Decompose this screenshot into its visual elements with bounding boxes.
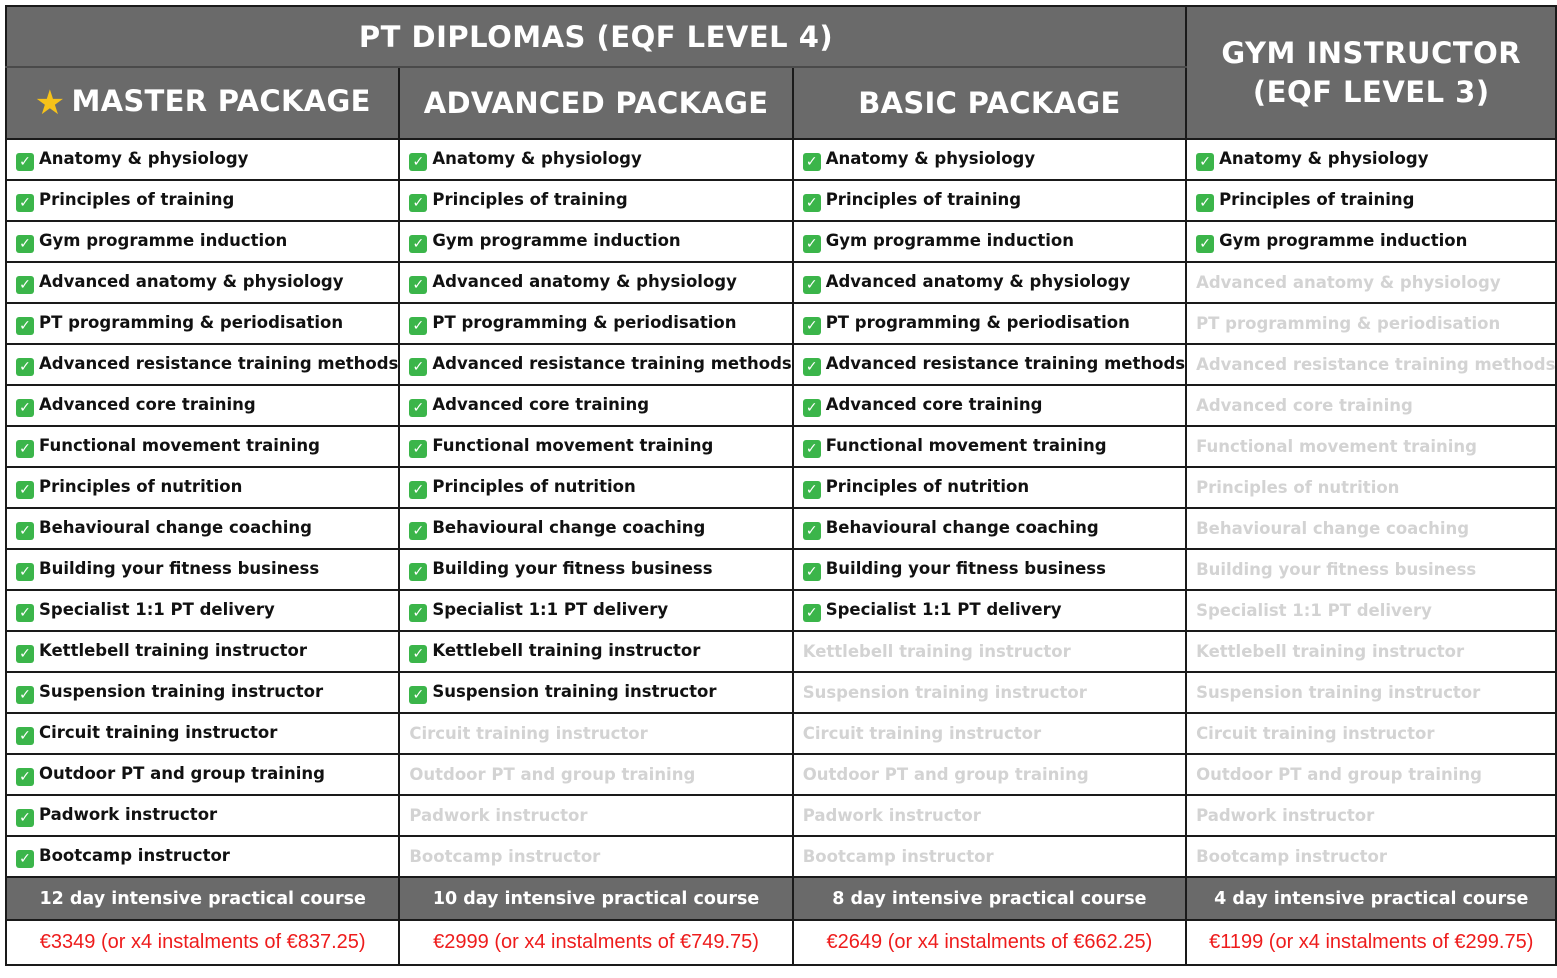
package-header-advanced xyxy=(399,67,792,139)
module-label: Advanced resistance training methods xyxy=(825,353,1186,373)
module-included xyxy=(1186,180,1556,221)
module-excluded xyxy=(1186,672,1556,713)
module-included xyxy=(399,385,792,426)
module-label: Anatomy & physiology xyxy=(825,148,1036,168)
module-label: Circuit training instructor xyxy=(409,724,648,743)
check-mark-icon: ✓ xyxy=(1196,153,1214,171)
check-mark-icon: ✓ xyxy=(16,276,34,294)
module-row xyxy=(6,836,1556,877)
module-label: Principles of training xyxy=(1219,189,1415,209)
module-included xyxy=(793,139,1186,180)
module-excluded xyxy=(1186,549,1556,590)
check-mark-icon: ✓ xyxy=(1196,235,1214,253)
module-excluded xyxy=(1186,303,1556,344)
check-mark-icon: ✓ xyxy=(409,194,427,212)
module-excluded xyxy=(1186,426,1556,467)
module-label: Specialist 1:1 PT delivery xyxy=(432,599,669,619)
check-mark-icon: ✓ xyxy=(409,604,427,622)
module-label: Behavioural change coaching xyxy=(1196,519,1470,538)
module-label: Anatomy & physiology xyxy=(39,148,249,168)
module-label: Circuit training instructor xyxy=(39,722,278,742)
duration-basic: 8 day intensive practical course xyxy=(793,877,1186,920)
module-included xyxy=(399,344,792,385)
module-excluded xyxy=(1186,508,1556,549)
check-mark-icon: ✓ xyxy=(16,727,34,745)
duration-master: 12 day intensive practical course xyxy=(6,877,399,920)
price-basic: €2649 (or x4 instalments of €662.25) xyxy=(793,920,1186,965)
check-mark-icon: ✓ xyxy=(803,358,821,376)
module-row xyxy=(6,303,1556,344)
module-label: Functional movement training xyxy=(1196,437,1477,456)
module-included xyxy=(6,672,399,713)
module-included xyxy=(6,262,399,303)
module-label: Circuit training instructor xyxy=(802,724,1042,743)
module-row xyxy=(6,385,1556,426)
check-mark-icon: ✓ xyxy=(803,481,821,499)
star-icon: ★ xyxy=(34,83,66,123)
package-name: ADVANCED PACKAGE xyxy=(423,86,769,120)
module-label: Advanced core training xyxy=(1196,396,1413,415)
price-row xyxy=(6,920,1556,965)
module-label: PT programming & periodisation xyxy=(432,312,737,332)
module-excluded xyxy=(1186,754,1556,795)
module-excluded xyxy=(399,754,792,795)
check-mark-icon: ✓ xyxy=(409,686,427,704)
module-included xyxy=(793,426,1186,467)
price-advanced: €2999 (or x4 instalments of €749.75) xyxy=(399,920,792,965)
module-included xyxy=(6,385,399,426)
module-label: Functional movement training xyxy=(39,435,320,455)
check-mark-icon: ✓ xyxy=(409,358,427,376)
check-mark-icon: ✓ xyxy=(16,686,34,704)
module-label: Gym programme induction xyxy=(39,230,288,250)
module-excluded xyxy=(399,836,792,877)
module-included xyxy=(793,549,1186,590)
module-included xyxy=(793,303,1186,344)
module-excluded xyxy=(399,713,792,754)
module-label: Advanced resistance training methods xyxy=(39,353,399,373)
module-label: Principles of nutrition xyxy=(825,476,1030,496)
module-label: Advanced resistance training methods xyxy=(432,353,792,373)
module-row xyxy=(6,508,1556,549)
module-label: Outdoor PT and group training xyxy=(1196,765,1482,784)
module-label: Specialist 1:1 PT delivery xyxy=(1196,601,1432,620)
module-included xyxy=(1186,139,1556,180)
module-label: Anatomy & physiology xyxy=(1219,148,1429,168)
module-row xyxy=(6,180,1556,221)
check-mark-icon: ✓ xyxy=(409,153,427,171)
course-comparison-table xyxy=(5,5,1557,966)
check-mark-icon: ✓ xyxy=(409,481,427,499)
check-mark-icon: ✓ xyxy=(409,276,427,294)
gym-title-line1: GYM INSTRUCTOR xyxy=(1221,35,1522,70)
module-label: Principles of training xyxy=(39,189,235,209)
module-label: Building your fitness business xyxy=(1196,560,1477,579)
check-mark-icon: ✓ xyxy=(803,317,821,335)
module-excluded xyxy=(1186,631,1556,672)
module-included xyxy=(399,672,792,713)
duration-row xyxy=(6,877,1556,920)
module-included xyxy=(399,508,792,549)
check-mark-icon: ✓ xyxy=(1196,194,1214,212)
duration-gym: 4 day intensive practical course xyxy=(1186,877,1556,920)
module-label: Gym programme induction xyxy=(825,230,1075,250)
check-mark-icon: ✓ xyxy=(16,768,34,786)
module-excluded xyxy=(399,795,792,836)
module-label: Anatomy & physiology xyxy=(432,148,642,168)
check-mark-icon: ✓ xyxy=(803,563,821,581)
module-label: Functional movement training xyxy=(825,435,1107,455)
check-mark-icon: ✓ xyxy=(16,235,34,253)
module-included xyxy=(793,262,1186,303)
module-row xyxy=(6,344,1556,385)
module-label: Bootcamp instructor xyxy=(409,847,601,866)
module-row xyxy=(6,672,1556,713)
check-mark-icon: ✓ xyxy=(803,235,821,253)
module-label: Building your fitness business xyxy=(432,558,713,578)
module-label: Padwork instructor xyxy=(1196,806,1375,825)
module-included xyxy=(793,467,1186,508)
module-label: Bootcamp instructor xyxy=(39,845,230,865)
module-excluded xyxy=(793,631,1186,672)
check-mark-icon: ✓ xyxy=(16,153,34,171)
module-included xyxy=(6,139,399,180)
check-mark-icon: ✓ xyxy=(16,809,34,827)
check-mark-icon: ✓ xyxy=(16,850,34,868)
module-included xyxy=(793,221,1186,262)
price-gym: €1199 (or x4 instalments of €299.75) xyxy=(1186,920,1556,965)
check-mark-icon: ✓ xyxy=(409,440,427,458)
module-label: Circuit training instructor xyxy=(1196,724,1435,743)
module-label: Padwork instructor xyxy=(409,806,588,825)
module-row xyxy=(6,713,1556,754)
module-excluded xyxy=(1186,467,1556,508)
module-label: Padwork instructor xyxy=(802,806,981,825)
module-label: Principles of nutrition xyxy=(39,476,243,496)
module-excluded xyxy=(1186,385,1556,426)
module-label: Suspension training instructor xyxy=(1196,683,1481,702)
module-label: Building your fitness business xyxy=(39,558,320,578)
module-label: Advanced core training xyxy=(432,394,650,414)
module-label: Suspension training instructor xyxy=(802,683,1087,702)
check-mark-icon: ✓ xyxy=(409,399,427,417)
check-mark-icon: ✓ xyxy=(16,604,34,622)
check-mark-icon: ✓ xyxy=(16,194,34,212)
module-excluded xyxy=(793,713,1186,754)
module-excluded xyxy=(793,754,1186,795)
check-mark-icon: ✓ xyxy=(16,522,34,540)
module-label: Suspension training instructor xyxy=(39,681,324,701)
module-label: Bootcamp instructor xyxy=(802,847,994,866)
check-mark-icon: ✓ xyxy=(409,235,427,253)
header-row-top xyxy=(6,6,1556,67)
package-header-basic xyxy=(793,67,1186,139)
module-excluded xyxy=(1186,262,1556,303)
module-label: Principles of nutrition xyxy=(432,476,636,496)
check-mark-icon: ✓ xyxy=(16,358,34,376)
module-included xyxy=(6,221,399,262)
module-label: PT programming & periodisation xyxy=(1196,314,1501,333)
module-row xyxy=(6,262,1556,303)
pt-diplomas-title: PT DIPLOMAS (EQF LEVEL 4) xyxy=(6,6,1186,67)
module-excluded xyxy=(1186,590,1556,631)
module-label: Padwork instructor xyxy=(39,804,218,824)
module-label: Gym programme induction xyxy=(432,230,681,250)
module-excluded xyxy=(793,836,1186,877)
module-excluded xyxy=(1186,795,1556,836)
module-label: Gym programme induction xyxy=(1219,230,1468,250)
module-row xyxy=(6,549,1556,590)
check-mark-icon: ✓ xyxy=(803,153,821,171)
module-excluded xyxy=(1186,344,1556,385)
module-included xyxy=(6,180,399,221)
check-mark-icon: ✓ xyxy=(16,399,34,417)
check-mark-icon: ✓ xyxy=(803,440,821,458)
module-label: Behavioural change coaching xyxy=(432,517,706,537)
module-label: Advanced anatomy & physiology xyxy=(39,271,344,291)
module-label: Building your fitness business xyxy=(825,558,1106,578)
check-mark-icon: ✓ xyxy=(409,522,427,540)
module-included xyxy=(399,221,792,262)
module-included xyxy=(6,631,399,672)
module-label: Specialist 1:1 PT delivery xyxy=(825,599,1062,619)
module-row xyxy=(6,795,1556,836)
package-name: BASIC PACKAGE xyxy=(858,86,1121,120)
module-included xyxy=(399,467,792,508)
module-included xyxy=(399,139,792,180)
module-included xyxy=(6,795,399,836)
check-mark-icon: ✓ xyxy=(16,481,34,499)
module-label: Kettlebell training instructor xyxy=(432,640,701,660)
module-row xyxy=(6,631,1556,672)
module-label: Kettlebell training instructor xyxy=(1196,642,1465,661)
package-header-master xyxy=(6,67,399,139)
gym-instructor-title xyxy=(1186,6,1556,139)
module-row xyxy=(6,139,1556,180)
module-label: Advanced core training xyxy=(39,394,256,414)
check-mark-icon: ✓ xyxy=(16,317,34,335)
module-label: Outdoor PT and group training xyxy=(802,765,1089,784)
module-label: Specialist 1:1 PT delivery xyxy=(39,599,275,619)
check-mark-icon: ✓ xyxy=(409,317,427,335)
module-included xyxy=(6,426,399,467)
check-mark-icon: ✓ xyxy=(16,645,34,663)
module-excluded xyxy=(793,795,1186,836)
module-included xyxy=(6,508,399,549)
module-included xyxy=(793,590,1186,631)
module-included xyxy=(6,467,399,508)
module-included xyxy=(399,262,792,303)
check-mark-icon: ✓ xyxy=(409,645,427,663)
module-label: Advanced resistance training methods xyxy=(1196,355,1556,374)
module-included xyxy=(399,590,792,631)
module-included xyxy=(6,836,399,877)
module-excluded xyxy=(1186,713,1556,754)
module-label: Kettlebell training instructor xyxy=(802,642,1071,661)
module-included xyxy=(6,590,399,631)
package-name: MASTER PACKAGE xyxy=(71,84,371,118)
module-label: Functional movement training xyxy=(432,435,714,455)
check-mark-icon: ✓ xyxy=(803,522,821,540)
module-included xyxy=(1186,221,1556,262)
module-row xyxy=(6,221,1556,262)
module-excluded xyxy=(1186,836,1556,877)
module-included xyxy=(399,180,792,221)
module-label: Principles of nutrition xyxy=(1196,478,1400,497)
module-label: Kettlebell training instructor xyxy=(39,640,308,660)
check-mark-icon: ✓ xyxy=(803,276,821,294)
module-row xyxy=(6,754,1556,795)
module-row xyxy=(6,426,1556,467)
module-label: Principles of training xyxy=(825,189,1022,209)
check-mark-icon: ✓ xyxy=(803,194,821,212)
module-included xyxy=(6,303,399,344)
check-mark-icon: ✓ xyxy=(16,440,34,458)
module-label: Behavioural change coaching xyxy=(39,517,312,537)
module-label: Advanced core training xyxy=(825,394,1043,414)
module-included xyxy=(6,754,399,795)
module-included xyxy=(793,180,1186,221)
module-rows xyxy=(6,139,1556,877)
module-label: Principles of training xyxy=(432,189,628,209)
module-row xyxy=(6,590,1556,631)
module-label: Advanced anatomy & physiology xyxy=(432,271,737,291)
module-excluded xyxy=(793,672,1186,713)
module-label: Advanced anatomy & physiology xyxy=(825,271,1131,291)
module-label: PT programming & periodisation xyxy=(825,312,1130,332)
module-included xyxy=(6,549,399,590)
module-label: PT programming & periodisation xyxy=(39,312,344,332)
module-label: Bootcamp instructor xyxy=(1196,847,1388,866)
check-mark-icon: ✓ xyxy=(409,563,427,581)
module-included xyxy=(793,344,1186,385)
module-included xyxy=(6,344,399,385)
price-master: €3349 (or x4 instalments of €837.25) xyxy=(6,920,399,965)
module-included xyxy=(793,385,1186,426)
module-label: Advanced anatomy & physiology xyxy=(1196,273,1501,292)
check-mark-icon: ✓ xyxy=(803,604,821,622)
module-label: Outdoor PT and group training xyxy=(409,765,696,784)
check-mark-icon: ✓ xyxy=(16,563,34,581)
module-label: Behavioural change coaching xyxy=(825,517,1099,537)
module-included xyxy=(399,631,792,672)
duration-advanced: 10 day intensive practical course xyxy=(399,877,792,920)
module-included xyxy=(793,508,1186,549)
check-mark-icon: ✓ xyxy=(803,399,821,417)
module-included xyxy=(399,426,792,467)
gym-title-line2: (EQF LEVEL 3) xyxy=(1252,74,1490,109)
module-label: Suspension training instructor xyxy=(432,681,717,701)
module-row xyxy=(6,467,1556,508)
module-included xyxy=(399,303,792,344)
module-label: Outdoor PT and group training xyxy=(39,763,325,783)
module-included xyxy=(399,549,792,590)
module-included xyxy=(6,713,399,754)
